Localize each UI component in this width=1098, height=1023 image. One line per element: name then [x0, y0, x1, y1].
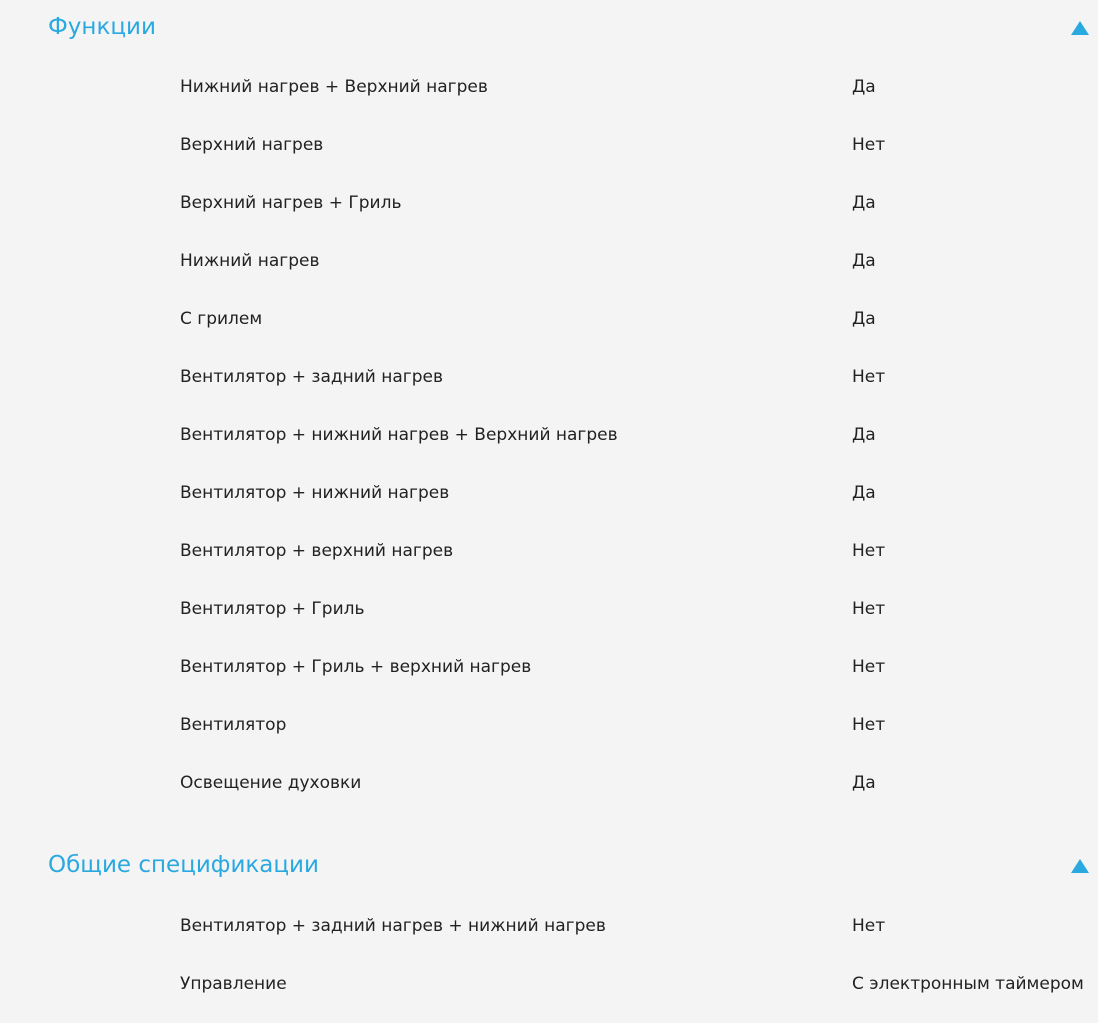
spec-label: Вентилятор + Гриль: [180, 599, 365, 619]
section-functions-header[interactable]: [0, 0, 1098, 56]
spec-value: Нет: [852, 715, 886, 735]
spec-label: Вентилятор + нижний нагрев + Верхний нагрев: [180, 425, 618, 445]
spec-label: Вентилятор + задний нагрев: [180, 367, 443, 387]
spec-value: С электронным таймером: [852, 974, 1084, 994]
spec-value: Нет: [852, 541, 886, 561]
section-functions-title: Функции: [48, 14, 156, 40]
triangle-up-icon[interactable]: [1070, 858, 1090, 874]
spec-value: Да: [852, 77, 876, 97]
spec-row: [0, 232, 1098, 290]
spec-value: Да: [852, 483, 876, 503]
spec-label: Вентилятор + задний нагрев + нижний нагрев: [180, 916, 606, 936]
spec-label: С грилем: [180, 309, 263, 329]
spec-row: [0, 174, 1098, 232]
section-general-specs-rows: [0, 897, 1098, 1013]
spec-value: Нет: [852, 657, 886, 677]
spec-value: Нет: [852, 135, 886, 155]
spec-row: [0, 290, 1098, 348]
spec-label: Освещение духовки: [180, 773, 362, 793]
spec-row: [0, 955, 1098, 1013]
spec-row: [0, 116, 1098, 174]
section-general-specs: [0, 838, 1098, 1013]
spec-row: [0, 897, 1098, 955]
spec-value: Да: [852, 251, 876, 271]
spec-row: [0, 696, 1098, 754]
spec-label: Управление: [180, 974, 287, 994]
section-general-specs-header[interactable]: [0, 838, 1098, 894]
section-functions-rows: [0, 58, 1098, 812]
spec-value: Да: [852, 773, 876, 793]
spec-value: Нет: [852, 916, 886, 936]
spec-label: Вентилятор + Гриль + верхний нагрев: [180, 657, 532, 677]
spec-value: Да: [852, 193, 876, 213]
spec-label: Вентилятор + нижний нагрев: [180, 483, 450, 503]
spec-label: Верхний нагрев: [180, 135, 324, 155]
spec-row: [0, 348, 1098, 406]
spec-value: Да: [852, 309, 876, 329]
triangle-up-icon[interactable]: [1070, 20, 1090, 36]
spec-row: [0, 58, 1098, 116]
spec-value: Нет: [852, 599, 886, 619]
spec-label: Вентилятор + верхний нагрев: [180, 541, 454, 561]
spec-row: [0, 406, 1098, 464]
spec-value: Да: [852, 425, 876, 445]
section-general-specs-title: Общие спецификации: [48, 852, 319, 878]
spec-label: Нижний нагрев: [180, 251, 320, 271]
spec-label: Нижний нагрев + Верхний нагрев: [180, 77, 488, 97]
spec-label: Верхний нагрев + Гриль: [180, 193, 402, 213]
spec-value: Нет: [852, 367, 886, 387]
spec-row: [0, 464, 1098, 522]
spec-row: [0, 638, 1098, 696]
spec-row: [0, 522, 1098, 580]
spec-row: [0, 580, 1098, 638]
spec-row: [0, 754, 1098, 812]
spec-label: Вентилятор: [180, 715, 287, 735]
